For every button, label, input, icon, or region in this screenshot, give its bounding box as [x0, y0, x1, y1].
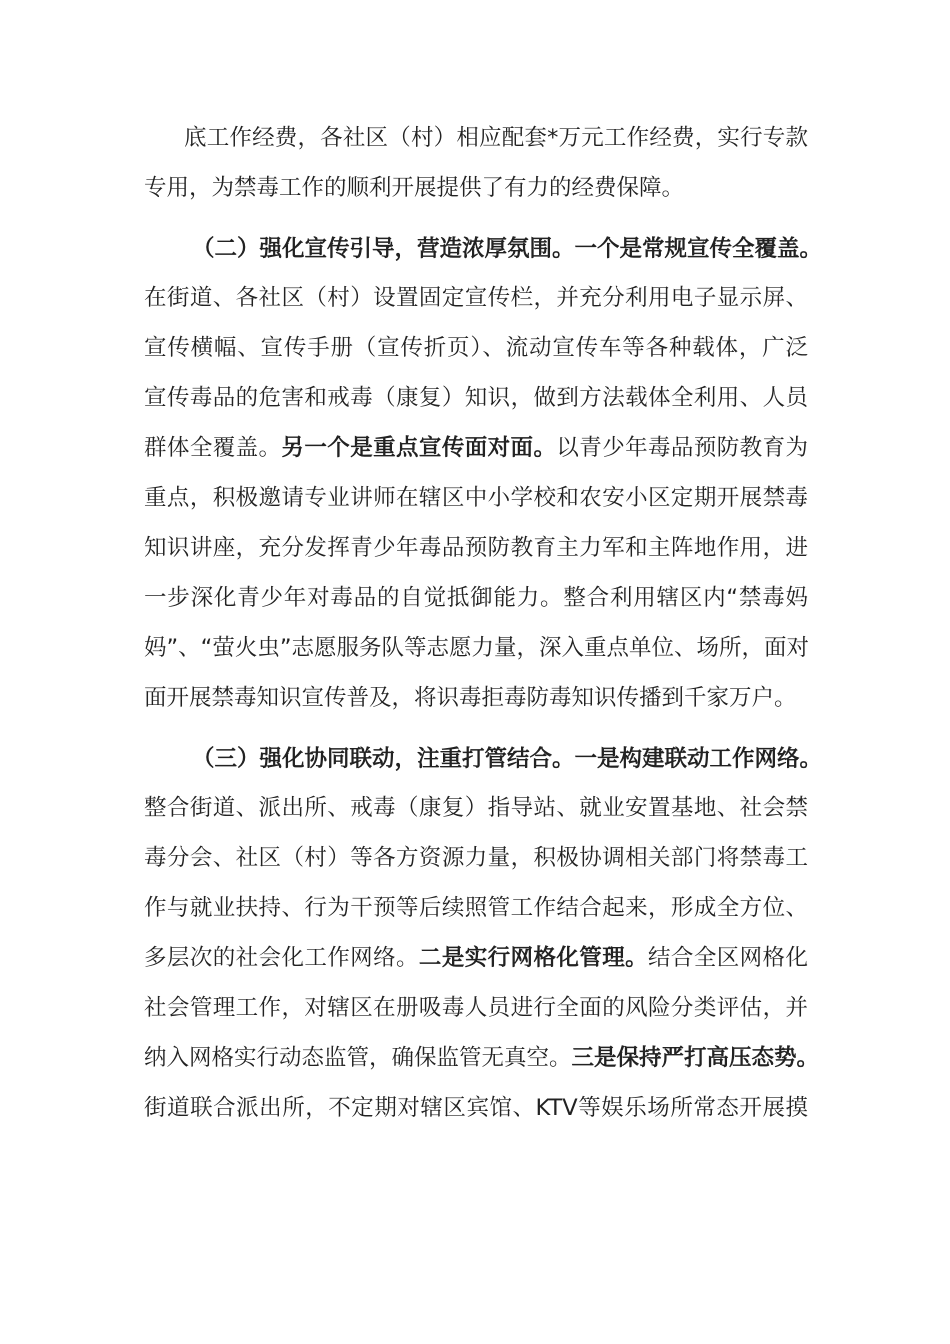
bold-run: 三是保持严打高压态势。 — [571, 1045, 820, 1071]
text-line — [192, 234, 823, 264]
text-line — [144, 283, 808, 313]
text-line — [144, 173, 808, 203]
text-line — [144, 333, 808, 363]
text-line — [144, 633, 808, 663]
bold-run: 另一个是重点宣传面对面。 — [281, 435, 557, 461]
text-run: 社会管理工作，对辖区在册吸毒人员进行全面的风险分类评估，并 — [144, 995, 808, 1021]
text-line — [144, 683, 808, 713]
text-run: 纳入网格实行动态监管，确保监管无真空。 — [144, 1045, 572, 1071]
text-line — [184, 123, 808, 153]
text-run: 结合全区网格化 — [648, 945, 808, 971]
text-run: 重点，积极邀请专业讲师在辖区中小学校和农安小区定期开展禁毒 — [144, 485, 808, 511]
text-line — [144, 1093, 808, 1123]
bold-run: （二）强化宣传引导，营造浓厚氛围。一个是常规宣传全覆盖。 — [192, 236, 823, 262]
text-run: 作与就业扶持、行为干预等后续照管工作结合起来，形成全方位、 — [144, 895, 808, 921]
text-line — [144, 893, 808, 923]
bold-run: 二是实行网格化管理。 — [418, 945, 649, 971]
text-run: 毒分会、社区（村）等各方资源力量，积极协调相关部门将禁毒工 — [144, 845, 808, 871]
text-run: 多层次的社会化工作网络。 — [144, 945, 419, 971]
text-line — [144, 383, 808, 413]
text-run: 底工作经费，各社区（村）相应配套*万元工作经费，实行专款 — [184, 125, 808, 151]
text-run: 专用，为禁毒工作的顺利开展提供了有力的经费保障。 — [144, 175, 685, 201]
text-line — [144, 793, 808, 823]
text-run: 整合街道、派出所、戒毒（康复）指导站、就业安置基地、社会禁 — [144, 795, 808, 821]
text-run: 街道联合派出所，不定期对辖区宾馆、KTV等娱乐场所常态开展摸 — [144, 1095, 808, 1121]
text-line — [144, 533, 808, 563]
text-run: 知识讲座，充分发挥青少年毒品预防教育主力军和主阵地作用，进 — [144, 535, 808, 561]
text-line — [144, 583, 808, 613]
text-run: 宣传横幅、宣传手册（宣传折页）、流动宣传车等各种载体，广泛 — [144, 335, 808, 361]
text-line — [144, 483, 808, 513]
text-run: 一步深化青少年对毒品的自觉抵御能力。整合利用辖区内“禁毒妈 — [144, 585, 808, 611]
text-line — [144, 1043, 820, 1073]
text-line — [144, 843, 808, 873]
text-run: 以青少年毒品预防教育为 — [556, 435, 808, 461]
text-line — [192, 744, 823, 774]
text-line — [144, 993, 808, 1023]
text-run: 妈”、“萤火虫”志愿服务队等志愿力量，深入重点单位、场所，面对 — [144, 635, 809, 661]
text-line — [144, 433, 808, 463]
text-line — [144, 943, 808, 973]
text-run: 面开展禁毒知识宣传普及，将识毒拒毒防毒知识传播到千家万户。 — [144, 685, 797, 711]
text-run: 在街道、各社区（村）设置固定宣传栏，并充分利用电子显示屏、 — [144, 285, 808, 311]
text-run: 群体全覆盖。 — [144, 435, 282, 461]
bold-run: （三）强化协同联动，注重打管结合。一是构建联动工作网络。 — [192, 746, 823, 772]
text-run: 宣传毒品的危害和戒毒（康复）知识，做到方法载体全利用、人员 — [144, 385, 808, 411]
